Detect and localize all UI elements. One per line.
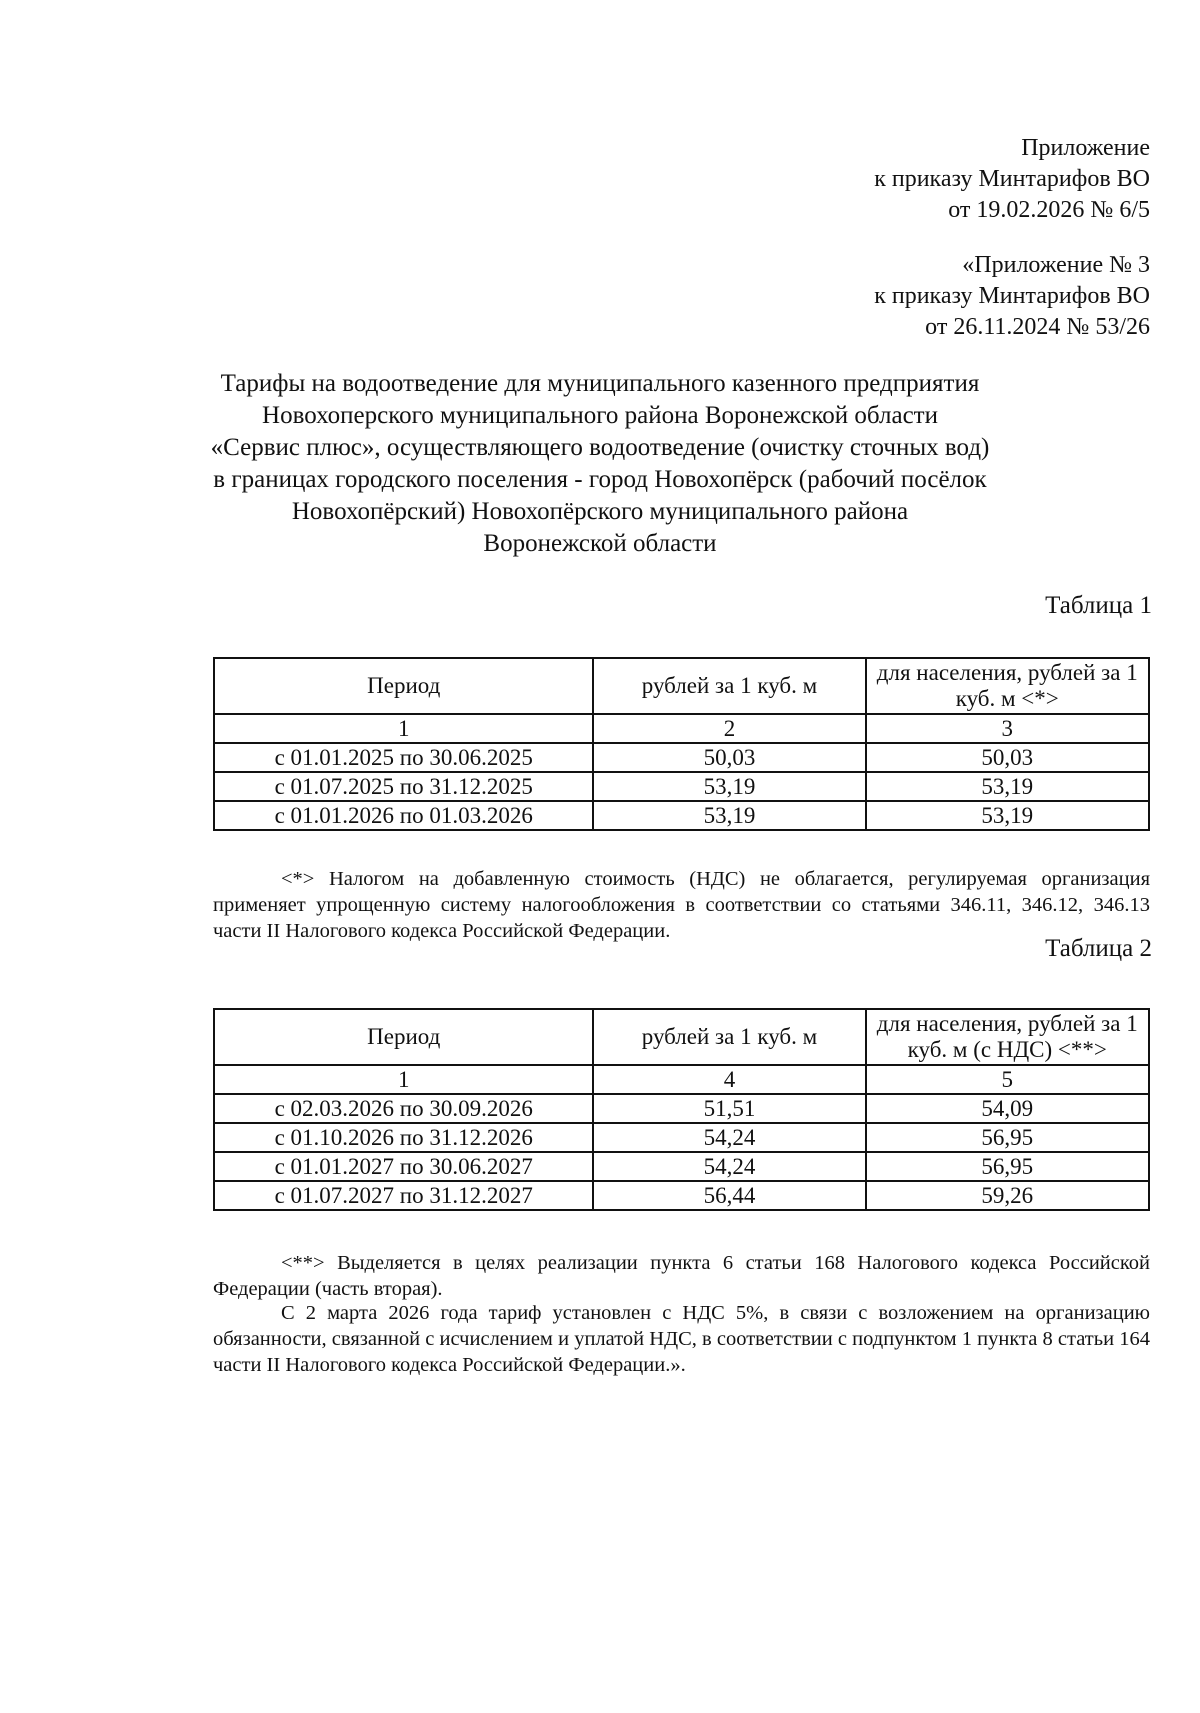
- column-number: 1: [214, 714, 593, 743]
- rate-cell: 53,19: [593, 772, 865, 801]
- rate-cell: 53,19: [593, 801, 865, 830]
- population-rate-cell: 56,95: [866, 1123, 1149, 1152]
- appendix-header-line: Приложение: [1021, 135, 1150, 161]
- appendix-header-line: от 19.02.2026 № 6/5: [948, 197, 1150, 223]
- period-cell: с 01.07.2025 по 31.12.2025: [214, 772, 593, 801]
- footnote-text: <**> Выделяется в целях реализации пункта 6 статьи 168 Налогового кодекса Российской Федерации (часть вторая).: [213, 1252, 1150, 1300]
- table-row: [214, 1123, 1149, 1152]
- column-number: 2: [593, 714, 865, 743]
- column-number-row: [214, 714, 1149, 743]
- header-population-rate: для населения, рублей за 1 куб. м (с НДС) <**>: [866, 1009, 1149, 1065]
- population-rate-cell: 56,95: [866, 1152, 1149, 1181]
- title-line: в границах городского поселения - город Новохопёрск (рабочий посёлок: [213, 466, 987, 493]
- period-cell: с 01.01.2025 по 30.06.2025: [214, 743, 593, 772]
- header-period: Период: [214, 658, 593, 714]
- table-row: [214, 1181, 1149, 1210]
- population-rate-cell: 54,09: [866, 1094, 1149, 1123]
- period-cell: с 02.03.2026 по 30.09.2026: [214, 1094, 593, 1123]
- document-title: [180, 368, 1020, 560]
- table1-label: Таблица 1: [1045, 592, 1152, 619]
- rate-cell: 54,24: [593, 1123, 865, 1152]
- table-header-row: [214, 658, 1149, 714]
- period-cell: с 01.10.2026 по 31.12.2026: [214, 1123, 593, 1152]
- rate-cell: 50,03: [593, 743, 865, 772]
- footnote-text: <*> Налогом на добавленную стоимость (НДС) не облагается, регулируемая организация применяет упрощенную систему налогообложения в соответствии со статьями 346.11, 346.12, 346.13 части II Налогового кодекса Российской Федерации.: [213, 868, 1150, 942]
- rate-cell: 54,24: [593, 1152, 865, 1181]
- period-cell: с 01.07.2027 по 31.12.2027: [214, 1181, 593, 1210]
- paragraph-text: С 2 марта 2026 года тариф установлен с НДС 5%, в связи с возложением на организацию обязанности, связанной с исчислением и уплатой НДС, в соответствии с подпунктом 1 пункта 8 статьи 164 части II Налогового кодекса Российской Федерации.».: [213, 1302, 1150, 1376]
- table-row: [214, 1152, 1149, 1181]
- appendix-header-line: к приказу Минтарифов ВО: [874, 166, 1150, 192]
- appendix3-header-line: к приказу Минтарифов ВО: [874, 283, 1150, 309]
- column-number: 5: [866, 1065, 1149, 1094]
- header-period: Период: [214, 1009, 593, 1065]
- table-row: [214, 801, 1149, 830]
- population-rate-cell: 50,03: [866, 743, 1149, 772]
- title-line: «Сервис плюс», осуществляющего водоотведение (очистку сточных вод): [210, 434, 990, 461]
- column-number: 3: [866, 714, 1149, 743]
- appendix-header: [874, 133, 1150, 226]
- title-line: Новохоперского муниципального района Воронежской области: [262, 402, 938, 429]
- vat-rate-paragraph: [213, 1300, 1150, 1378]
- rate-cell: 51,51: [593, 1094, 865, 1123]
- header-rub-per-m3: рублей за 1 куб. м: [593, 658, 865, 714]
- appendix3-header-line: «Приложение № 3: [962, 252, 1150, 278]
- footnote-vat-allocated: [213, 1250, 1150, 1302]
- population-rate-cell: 53,19: [866, 772, 1149, 801]
- footnote-vat-exempt: [213, 866, 1150, 944]
- column-number: 4: [593, 1065, 865, 1094]
- appendix3-header-line: от 26.11.2024 № 53/26: [925, 314, 1150, 340]
- table-row: [214, 1094, 1149, 1123]
- population-rate-cell: 53,19: [866, 801, 1149, 830]
- table-header-row: [214, 1009, 1149, 1065]
- column-number-row: [214, 1065, 1149, 1094]
- tariff-table-2: [213, 1008, 1150, 1211]
- period-cell: с 01.01.2027 по 30.06.2027: [214, 1152, 593, 1181]
- appendix3-header: [874, 250, 1150, 343]
- title-line: Тарифы на водоотведение для муниципального казенного предприятия: [220, 370, 980, 397]
- column-number: 1: [214, 1065, 593, 1094]
- title-line: Воронежской области: [483, 530, 717, 557]
- period-cell: с 01.01.2026 по 01.03.2026: [214, 801, 593, 830]
- table2-label: Таблица 2: [1045, 935, 1152, 962]
- table-row: [214, 743, 1149, 772]
- header-population-rate: для населения, рублей за 1 куб. м <*>: [866, 658, 1149, 714]
- rate-cell: 56,44: [593, 1181, 865, 1210]
- header-rub-per-m3: рублей за 1 куб. м: [593, 1009, 865, 1065]
- title-line: Новохопёрский) Новохопёрского муниципального района: [291, 498, 909, 525]
- population-rate-cell: 59,26: [866, 1181, 1149, 1210]
- tariff-table-1: [213, 657, 1150, 831]
- table-row: [214, 772, 1149, 801]
